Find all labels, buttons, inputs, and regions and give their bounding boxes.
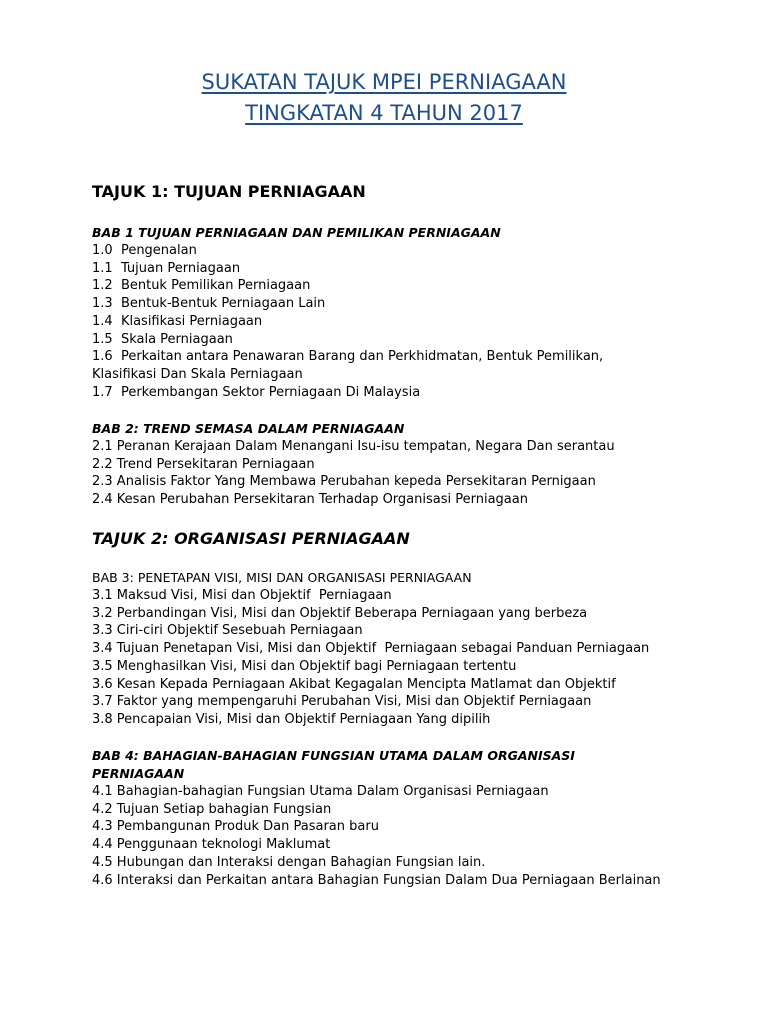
list-item: 1.3 Bentuk-Bentuk Perniagaan Lain — [92, 296, 326, 312]
list-item: 4.4 Penggunaan teknologi Maklumat — [92, 837, 331, 853]
list-item: 1.5 Skala Perniagaan — [92, 331, 233, 347]
list-item: 1.7 Perkembangan Sektor Perniagaan Di Malaysia — [92, 384, 421, 400]
title-line-1: SUKATAN TAJUK MPEI PERNIAGAAN — [201, 70, 567, 94]
list-item: 4.2 Tujuan Setiap bahagian Fungsian — [92, 801, 332, 817]
list-item: 3.6 Kesan Kepada Perniagaan Akibat Kegagalan Mencipta Matlamat dan Objektif — [92, 676, 616, 692]
list-item: 3.1 Maksud Visi, Misi dan Objektif Perniagaan — [92, 588, 392, 603]
list-item: 2.2 Trend Persekitaran Perniagaan — [92, 456, 315, 472]
topic-1-heading-block — [92, 181, 752, 203]
list-item: 3.7 Faktor yang mempengaruhi Perubahan Visi, Misi dan Objektif Perniagaan — [92, 694, 592, 710]
list-item: 4.6 Interaksi dan Perkaitan antara Bahagian Fungsian Dalam Dua Perniagaan Berlainan — [92, 872, 661, 888]
list-item: 2.3 Analisis Faktor Yang Membawa Perubahan kepeda Persekitaran Pernigaan — [92, 474, 596, 490]
list-item: 1.4 Klasifikasi Perniagaan — [92, 313, 263, 329]
topic-2-heading-block — [92, 528, 752, 550]
list-item: 3.5 Menghasilkan Visi, Misi dan Objektif bagi Perniagaan tertentu — [92, 658, 517, 674]
bab-3-section — [92, 569, 752, 729]
list-item: 1.2 Bentuk Pemilikan Perniagaan — [92, 278, 311, 294]
topic-1-heading: TAJUK 1: TUJUAN PERNIAGAAN — [92, 182, 366, 201]
list-item: 3.4 Tujuan Penetapan Visi, Misi dan Objektif Perniagaan sebagai Panduan Perniagaan — [92, 641, 650, 657]
title-line-2: TINGKATAN 4 TAHUN 2017 — [245, 101, 523, 125]
topic-2-heading: TAJUK 2: ORGANISASI PERNIAGAAN — [92, 529, 410, 548]
bab-2-section — [92, 420, 752, 509]
bab-4-heading-line-1: BAB 4: BAHAGIAN-BAHAGIAN FUNGSIAN UTAMA DALAM ORGANISASI — [92, 748, 575, 763]
list-item: 4.5 Hubungan dan Interaksi dengan Bahagian Fungsian lain. — [92, 854, 486, 870]
bab-2-heading: BAB 2: TREND SEMASA DALAM PERNIAGAAN — [92, 421, 405, 436]
list-item: 2.4 Kesan Perubahan Persekitaran Terhadap Organisasi Perniagaan — [92, 492, 528, 508]
list-item: 2.1 Peranan Kerajaan Dalam Menangani Isu-isu tempatan, Negara Dan serantau — [92, 439, 615, 454]
list-item: 3.8 Pencapaian Visi, Misi dan Objektif Perniagaan Yang dipilih — [92, 711, 491, 727]
bab-4-section — [92, 747, 752, 889]
bab-4-heading-line-2: PERNIAGAAN — [92, 766, 185, 781]
list-item: Klasifikasi Dan Skala Perniagaan — [92, 366, 303, 382]
list-item: 4.3 Pembangunan Produk Dan Pasaran baru — [92, 819, 379, 835]
list-item: 4.1 Bahagian-bahagian Fungsian Utama Dalam Organisasi Perniagaan — [92, 784, 549, 799]
list-item: 3.3 Ciri-ciri Objektif Sesebuah Perniagaan — [92, 623, 363, 639]
list-item: 1.1 Tujuan Perniagaan — [92, 260, 241, 276]
document-title — [0, 67, 768, 129]
list-item: 1.6 Perkaitan antara Penawaran Barang dan Perkhidmatan, Bentuk Pemilikan, — [92, 349, 604, 365]
list-item: 1.0 Pengenalan — [92, 243, 197, 258]
bab-1-heading: BAB 1 TUJUAN PERNIAGAAN DAN PEMILIKAN PERNIAGAAN — [92, 225, 501, 240]
list-item: 3.2 Perbandingan Visi, Misi dan Objektif Beberapa Perniagaan yang berbeza — [92, 605, 588, 621]
bab-3-heading: BAB 3: PENETAPAN VISI, MISI DAN ORGANISASI PERNIAGAAN — [92, 570, 472, 585]
bab-1-section — [92, 224, 752, 401]
